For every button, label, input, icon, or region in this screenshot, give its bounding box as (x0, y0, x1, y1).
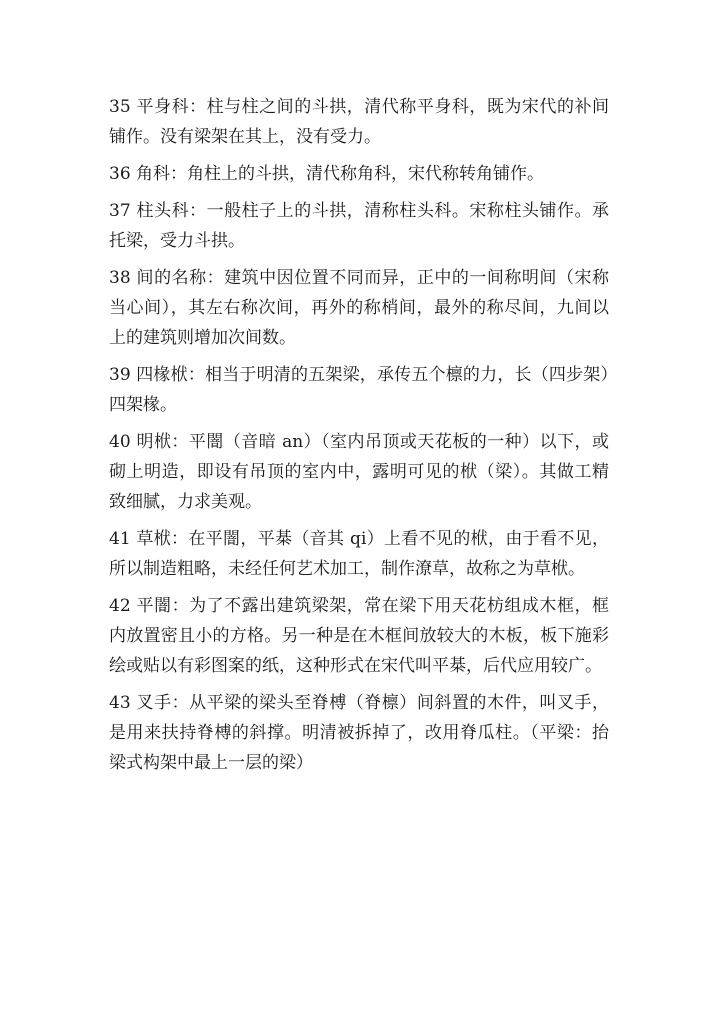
entry-40: 40 明栿：平闇（音暗 an）（室内吊顶或天花板的一种）以下，或砌上明造，即设有吊顶的室内中，露明可见的栿（梁）。其做工精致细腻，力求美观。 (109, 432, 609, 512)
entry-38: 38 间的名称：建筑中因位置不同而异，正中的一间称明间（宋称当心间），其左右称次间，再外的称梢间，最外的称尽间，九间以上的建筑则增加次间数。 (109, 268, 609, 348)
entry-41: 41 草栿：在平闇，平棊（音其 qi）上看不见的栿，由于看不见，所以制造粗略，未经任何艺术加工，制作潦草，故称之为草栿。 (109, 529, 609, 579)
document-body (109, 92, 609, 785)
entry-39: 39 四椽栿：相当于明清的五架梁，承传五个檩的力，长（四步架）四架椽。 (109, 365, 609, 415)
entry-35: 35 平身科：柱与柱之间的斗拱，清代称平身科，既为宋代的补间铺作。没有梁架在其上，没有受力。 (109, 97, 609, 147)
entry-36: 36 角科：角柱上的斗拱，清代称角科，宋代称转角铺作。 (109, 164, 545, 184)
entry-42: 42 平闇：为了不露出建筑梁架，常在梁下用天花枋组成木框，框内放置密且小的方格。另一种是在木框间放较大的木板，板下施彩绘或贴以有彩图案的纸，这种形式在宋代叫平棊，后代应用较广。 (109, 596, 609, 676)
entry-37: 37 柱头科：一般柱子上的斗拱，清称柱头科。宋称柱头铺作。承托梁，受力斗拱。 (109, 201, 609, 251)
entry-43: 43 叉手：从平梁的梁头至脊榑（脊檩）间斜置的木件，叫叉手，是用来扶持脊榑的斜撑。明清被拆掉了，改用脊瓜柱。（平梁：抬梁式构架中最上一层的梁） (109, 693, 609, 773)
